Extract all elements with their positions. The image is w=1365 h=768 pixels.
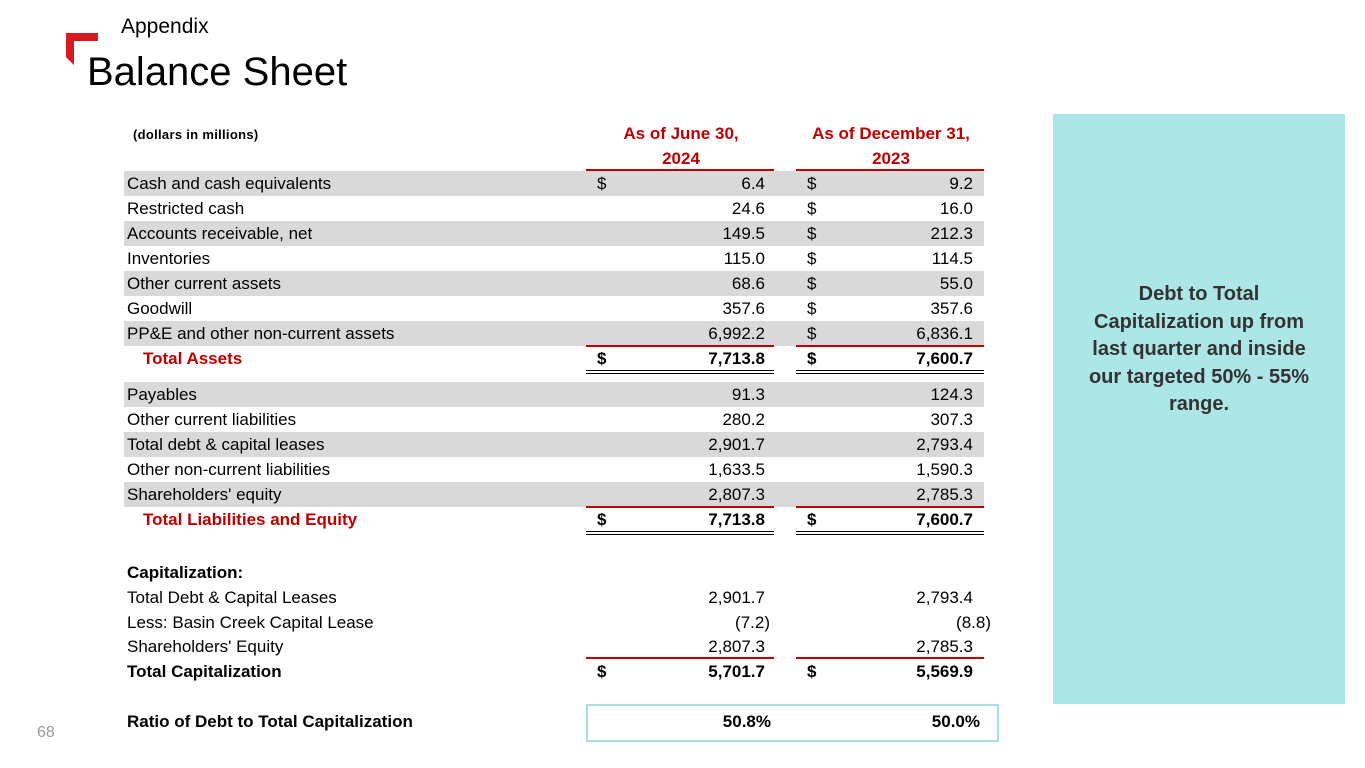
section-subtitle: Appendix [121, 15, 209, 38]
currency-symbol: $ [807, 199, 817, 218]
currency-symbol: $ [807, 349, 817, 368]
value-2023: 7,600.7 [916, 510, 973, 529]
currency-symbol: $ [807, 324, 817, 343]
value-2024: 2,901.7 [708, 435, 765, 454]
value-2023: 2,793.4 [916, 588, 973, 607]
currency-symbol: $ [807, 249, 817, 268]
table-row [124, 634, 984, 659]
value-2024: 2,807.3 [708, 637, 765, 656]
value-2023: 124.3 [930, 385, 973, 404]
currency-symbol: $ [597, 662, 607, 681]
value-2023: 55.0 [939, 274, 973, 293]
column-header-line1: As of June 30, [623, 124, 739, 143]
value-2024: 5,701.7 [708, 662, 765, 681]
page-number: 68 [37, 724, 55, 741]
table-row [124, 610, 991, 635]
value-2023: 5,569.9 [916, 662, 973, 681]
row-label: Shareholders' equity [127, 485, 282, 504]
table-row [124, 271, 984, 296]
currency-symbol: $ [597, 349, 607, 368]
table-row [124, 457, 984, 482]
currency-symbol: $ [807, 299, 817, 318]
column-header-2023 [796, 121, 986, 171]
column-header-line1: As of December 31, [812, 124, 970, 143]
row-label: Total Capitalization [127, 662, 282, 681]
row-label: Restricted cash [127, 199, 245, 218]
total-liabilities-row [124, 507, 984, 532]
value-2024: (7.2) [735, 613, 770, 632]
value-2023: 6,836.1 [916, 324, 973, 343]
callout-text: Debt to Total Capitalization up from last quarter and inside our targeted 50% - 55% range. [1088, 283, 1310, 416]
table-row [124, 407, 984, 432]
currency-symbol: $ [807, 224, 817, 243]
value-2024: 6,992.2 [708, 324, 765, 343]
value-2023: 307.3 [930, 410, 973, 429]
currency-symbol: $ [807, 510, 817, 529]
row-label: Ratio of Debt to Total Capitalization [127, 712, 413, 731]
page-title: Balance Sheet [87, 50, 348, 94]
row-label: PP&E and other non-current assets [127, 324, 395, 343]
row-label: Accounts receivable, net [127, 224, 313, 243]
value-2023: 2,793.4 [916, 435, 973, 454]
value-2023: 2,785.3 [916, 485, 973, 504]
value-2023: 212.3 [930, 224, 973, 243]
row-label: Other non-current liabilities [127, 460, 331, 479]
value-2023: 16.0 [939, 199, 973, 218]
value-2024: 68.6 [731, 274, 765, 293]
value-2024: 50.8% [722, 712, 771, 731]
units-note: (dollars in millions) [133, 127, 259, 142]
table-row [124, 221, 984, 246]
section-heading: Capitalization: [127, 563, 244, 582]
row-label: Payables [127, 385, 197, 404]
callout-panel [1053, 114, 1345, 704]
value-2023: (8.8) [956, 613, 991, 632]
currency-symbol: $ [597, 510, 607, 529]
row-label: Goodwill [127, 299, 193, 318]
value-2024: 1,633.5 [708, 460, 765, 479]
column-header-2024 [586, 121, 776, 171]
value-2024: 149.5 [722, 224, 765, 243]
value-2023: 50.0% [931, 712, 980, 731]
column-header-line2: 2023 [872, 149, 910, 168]
table-row [124, 246, 984, 271]
value-2023: 114.5 [931, 249, 973, 268]
value-2024: 24.6 [731, 199, 765, 218]
row-label: Shareholders' Equity [127, 637, 284, 656]
double-underline [796, 370, 984, 374]
value-2024: 2,901.7 [708, 588, 765, 607]
double-underline [586, 531, 774, 535]
value-2024: 2,807.3 [708, 485, 765, 504]
row-label: Inventories [127, 249, 211, 268]
total-capitalization-row [124, 659, 984, 684]
double-underline [796, 531, 984, 535]
double-underline [586, 370, 774, 374]
value-2024: 7,713.8 [708, 510, 765, 529]
value-2024: 91.3 [731, 385, 765, 404]
value-2023: 2,785.3 [916, 637, 973, 656]
value-2024: 7,713.8 [708, 349, 765, 368]
currency-symbol: $ [807, 662, 817, 681]
value-2024: 357.6 [722, 299, 765, 318]
row-label: Total Assets [143, 349, 243, 368]
value-2024: 115.0 [723, 249, 765, 268]
table-row [124, 321, 984, 346]
table-row [124, 171, 984, 196]
value-2024: 280.2 [722, 410, 765, 429]
table-row [124, 482, 984, 507]
value-2023: 1,590.3 [916, 460, 973, 479]
total-assets-row [124, 346, 984, 371]
capitalization-heading-row [124, 560, 984, 585]
row-label: Total Debt & Capital Leases [127, 588, 337, 607]
row-label: Other current assets [127, 274, 282, 293]
value-2024: 6.4 [741, 174, 765, 193]
table-row [124, 382, 984, 407]
currency-symbol: $ [807, 274, 817, 293]
table-row [124, 296, 984, 321]
table-row [124, 196, 984, 221]
value-2023: 7,600.7 [916, 349, 973, 368]
table-row [124, 585, 984, 610]
currency-symbol: $ [807, 174, 817, 193]
value-2023: 9.2 [949, 174, 973, 193]
row-label: Less: Basin Creek Capital Lease [127, 613, 374, 632]
row-label: Cash and cash equivalents [127, 174, 332, 193]
value-2023: 357.6 [930, 299, 973, 318]
table-row [124, 432, 984, 457]
row-label: Total Liabilities and Equity [143, 510, 358, 529]
column-header-line2: 2024 [662, 149, 700, 168]
ratio-row [124, 709, 984, 734]
row-label: Other current liabilities [127, 410, 297, 429]
currency-symbol: $ [597, 174, 607, 193]
row-label: Total debt & capital leases [127, 435, 325, 454]
